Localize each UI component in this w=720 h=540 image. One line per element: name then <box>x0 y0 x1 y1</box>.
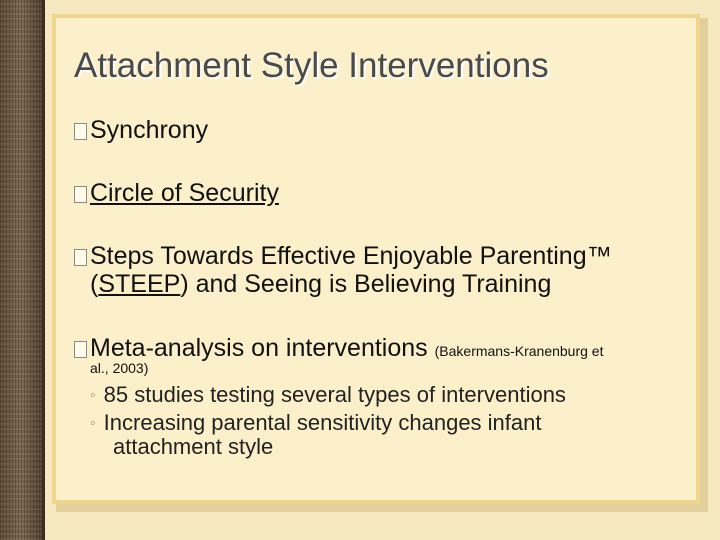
bullet-text: Meta-analysis on interventions <box>90 334 435 362</box>
subbullet-text: Increasing parental sensitivity changes infant <box>103 410 542 435</box>
bullet-box-icon <box>74 249 87 266</box>
bullet-circle-of-security <box>74 179 279 207</box>
bullet-synchrony <box>74 116 208 144</box>
citation-continuation: al., 2003) <box>90 360 149 376</box>
slide-title: Attachment Style Interventions <box>74 46 549 85</box>
stripe-edge <box>42 0 45 540</box>
bullet-steep <box>74 242 612 270</box>
subbullet-85-studies <box>90 383 566 408</box>
subbullet-text: 85 studies testing several types of interventions <box>103 382 566 407</box>
paren-open: ( <box>90 270 99 298</box>
circle-of-security-link[interactable]: Circle of Security <box>90 179 279 207</box>
bullet-steep-continuation <box>90 270 551 298</box>
steep-link[interactable]: STEEP <box>98 270 181 298</box>
bullet-box-icon <box>74 341 87 358</box>
subbullet-sensitivity-continuation: attachment style <box>113 434 274 459</box>
subbullet-sensitivity <box>90 411 541 436</box>
citation: (Bakermans-Kranenburg et <box>434 343 604 359</box>
bullet-meta-analysis <box>74 334 604 365</box>
bullet-box-icon <box>74 123 87 140</box>
subbullet-marker-icon: ◦ <box>90 387 96 404</box>
bullet-text-rest: ) and Seeing is Believing Training <box>180 270 552 298</box>
bullet-text: Synchrony <box>90 116 209 144</box>
bullet-text: Steps Towards Effective Enjoyable Parenting™ <box>90 242 612 270</box>
bullet-box-icon <box>74 186 87 203</box>
decorative-left-stripe <box>0 0 42 540</box>
subbullet-marker-icon: ◦ <box>90 415 96 432</box>
